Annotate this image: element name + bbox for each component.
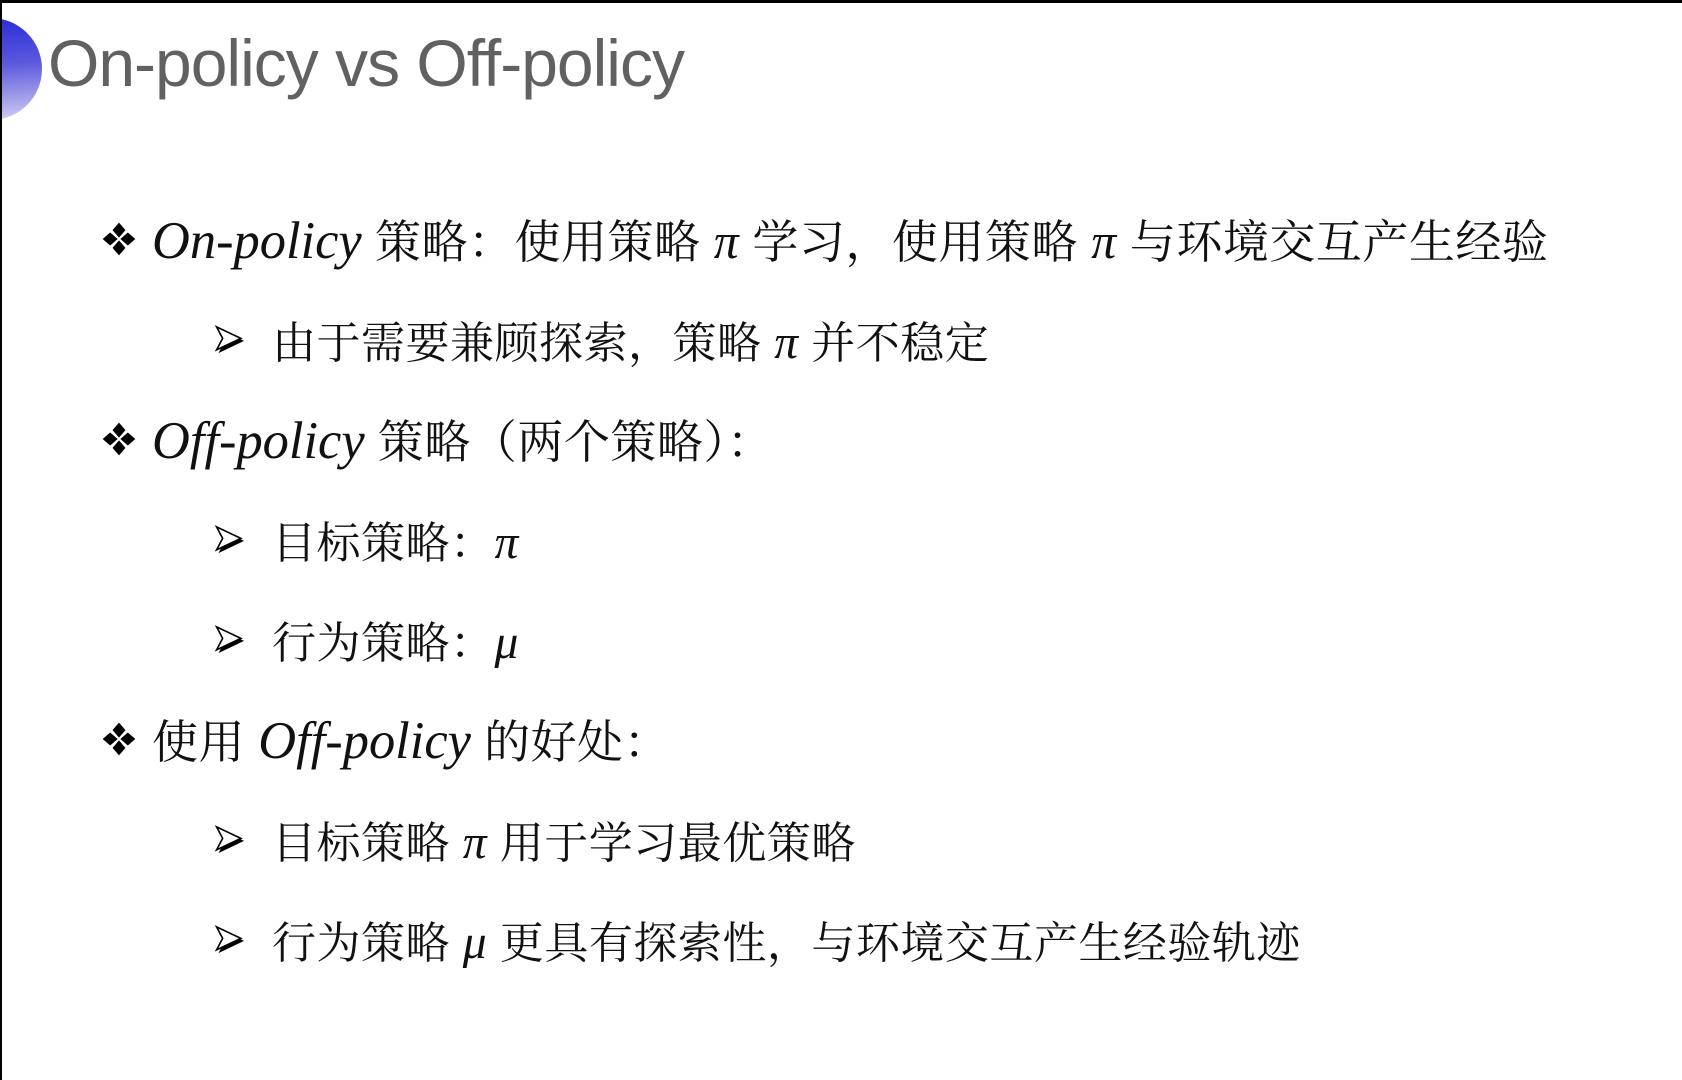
text-segment: π [1091, 214, 1117, 269]
arrowhead-bullet-icon [214, 523, 246, 555]
text-segment: 策略（两个策略）： [364, 416, 774, 468]
bullet-item-level2 [214, 889, 1682, 989]
text-segment: 学习，使用策略 [739, 216, 1092, 268]
four-diamond-bullet-icon [102, 222, 136, 256]
text-segment: Off-policy [258, 712, 471, 770]
text-segment: 的好处： [470, 716, 671, 768]
bullet-item-level2 [214, 289, 1682, 389]
slide-title: On-policy vs Off-policy [48, 26, 684, 100]
bullet-text [152, 706, 670, 772]
bullet-list [2, 189, 1682, 989]
bullet-text [152, 406, 773, 472]
text-segment: On-policy [152, 212, 362, 270]
text-segment: μ [494, 617, 519, 669]
text-segment: π [713, 214, 740, 269]
bullet-text [272, 807, 856, 871]
bullet-text [272, 907, 1301, 971]
bullet-item-level1 [102, 189, 1682, 289]
arrowhead-bullet-icon [214, 323, 246, 355]
text-segment: 目标策略： [272, 519, 495, 568]
text-segment: 由于需要兼顾探索，策略 [272, 319, 775, 368]
arrowhead-bullet-icon [214, 923, 246, 955]
bullet-item-level1 [102, 389, 1682, 489]
text-segment: μ [462, 917, 488, 969]
bullet-text [272, 607, 519, 671]
bullet-item-level2 [214, 589, 1682, 689]
decorative-circle [0, 18, 42, 120]
text-segment: 行为策略 [272, 919, 463, 968]
bullet-item-level2 [214, 489, 1682, 589]
four-diamond-bullet-icon [102, 422, 136, 456]
bullet-item-level1 [102, 689, 1682, 789]
text-segment: π [462, 817, 488, 869]
bullet-text [272, 507, 519, 571]
text-segment: Off-policy [152, 412, 365, 470]
text-segment: 使用 [152, 716, 259, 768]
four-diamond-bullet-icon [102, 722, 136, 756]
arrowhead-bullet-icon [214, 623, 246, 655]
text-segment: 目标策略 [272, 819, 463, 868]
text-segment: 用于学习最优策略 [487, 819, 856, 868]
text-segment: 与环境交互产生经验 [1116, 216, 1549, 268]
bullet-text [272, 307, 989, 371]
text-segment: 更具有探索性，与环境交互产生经验轨迹 [487, 919, 1301, 968]
text-segment: 策略：使用策略 [361, 216, 714, 268]
text-segment: 并不稳定 [798, 319, 990, 368]
text-segment: 行为策略： [272, 619, 495, 668]
bullet-text [152, 206, 1548, 272]
bullet-item-level2 [214, 789, 1682, 889]
arrowhead-bullet-icon [214, 823, 246, 855]
text-segment: π [494, 517, 519, 569]
text-segment: π [774, 317, 799, 369]
